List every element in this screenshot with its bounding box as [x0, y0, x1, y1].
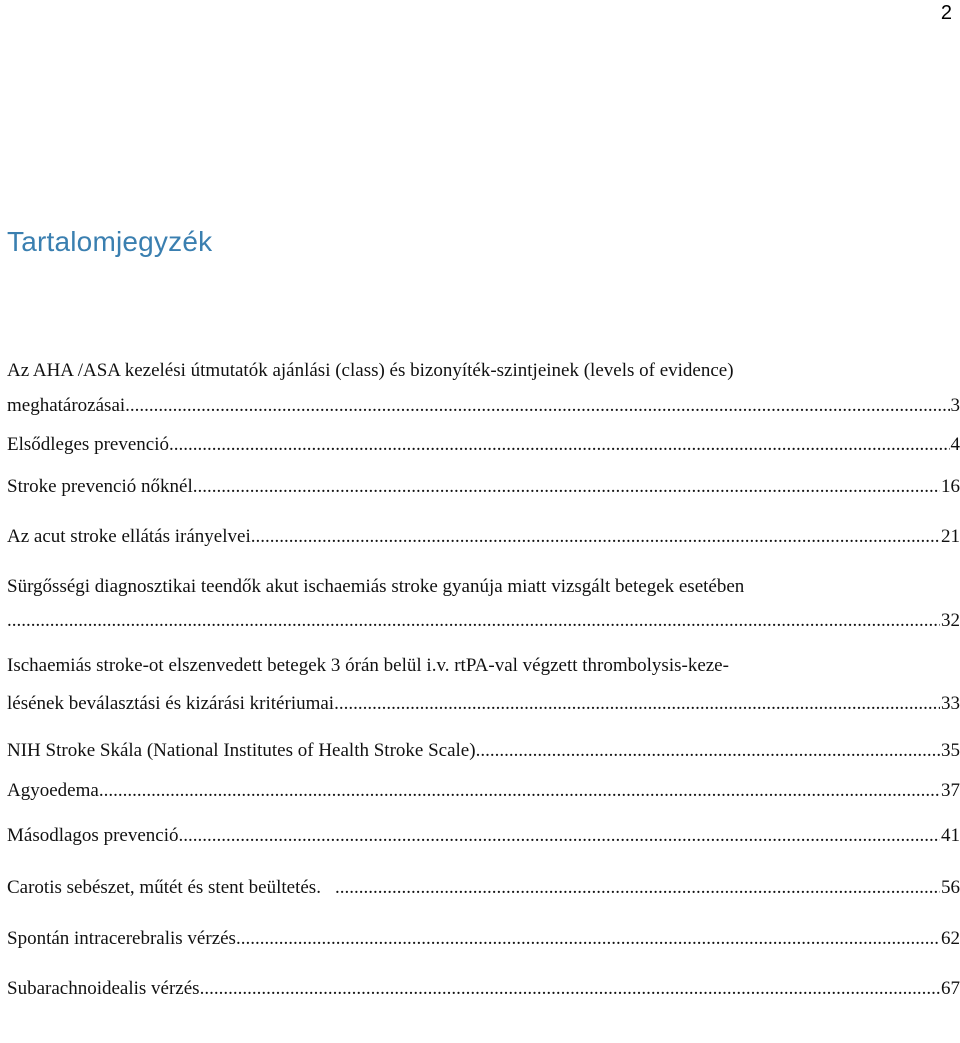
toc-entry-text: Stroke prevenció nőknél — [7, 476, 193, 497]
dot-leader — [169, 432, 950, 458]
toc-entry-text-line1: Ischaemiás stroke-ot elszenvedett betegek 3 órán belül i.v. rtPA-val végzett thrombolysis-keze- — [7, 655, 729, 676]
toc-entry-carotis-sebeszet[interactable] — [7, 875, 960, 901]
dot-leader — [7, 608, 940, 634]
toc-entry-spontan-intracerebralis-verzes[interactable] — [7, 926, 960, 952]
toc-entry-text: Agyoedema — [7, 780, 99, 801]
toc-entry-text: Carotis sebészet, műtét és stent beültetés. — [7, 877, 321, 898]
toc-page-ref: 16 — [941, 476, 960, 497]
toc-page-ref: 35 — [941, 740, 960, 761]
dot-leader — [236, 926, 940, 952]
toc-entry-text: Másodlagos prevenció — [7, 825, 179, 846]
toc-entry-aha-asa[interactable] — [7, 358, 960, 419]
toc-page-ref: 56 — [941, 877, 960, 898]
toc-list — [7, 358, 960, 1002]
dot-leader — [178, 823, 940, 849]
toc-entry-text: Az acut stroke ellátás irányelvei — [7, 526, 251, 547]
dot-leader — [251, 524, 940, 550]
toc-entry-agyoedema[interactable] — [7, 778, 960, 804]
toc-page-ref: 37 — [941, 780, 960, 801]
dot-leader — [335, 875, 940, 901]
toc-entry-text: NIH Stroke Skála (National Institutes of Health Stroke Scale) — [7, 740, 476, 761]
toc-entry-masodlagos-prevencio[interactable] — [7, 823, 960, 849]
toc-page-ref: 4 — [950, 434, 960, 455]
toc-entry-text: Elsődleges prevenció — [7, 434, 169, 455]
dot-leader — [99, 778, 940, 804]
toc-title: Tartalomjegyzék — [7, 226, 213, 257]
toc-entry-stroke-prevencio-noknel[interactable] — [7, 474, 960, 500]
toc-entry-text: Subarachnoidealis vérzés — [7, 978, 200, 999]
toc-entry-thrombolysis-kriteriumok[interactable] — [7, 653, 960, 717]
page-number: 2 — [940, 2, 952, 24]
dot-leader — [193, 474, 940, 500]
toc-entry-acut-stroke-ellatas[interactable] — [7, 524, 960, 550]
toc-page-ref: 3 — [950, 395, 960, 416]
toc-entry-text-line2: meghatározásai — [7, 395, 126, 416]
dot-leader — [334, 691, 940, 717]
toc-page-ref: 33 — [941, 693, 960, 714]
toc-page-ref: 21 — [941, 526, 960, 547]
dot-leader — [200, 976, 940, 1002]
toc-entry-nih-stroke-skala[interactable] — [7, 738, 960, 764]
toc-page-ref: 67 — [941, 978, 960, 999]
toc-entry-text: Spontán intracerebralis vérzés — [7, 928, 236, 949]
toc-entry-subarachnoidealis-verzes[interactable] — [7, 976, 960, 1002]
toc-entry-text-line1: Sürgősségi diagnosztikai teendők akut ischaemiás stroke gyanúja miatt vizsgált betegek esetében — [7, 576, 745, 597]
toc-page-ref: 41 — [941, 825, 960, 846]
dot-leader — [125, 393, 949, 419]
toc-entry-text-line1: Az AHA /ASA kezelési útmutatók ajánlási (class) és bizonyíték-szintjeinek (levels of evidence) — [7, 360, 734, 381]
toc-page-ref: 62 — [941, 928, 960, 949]
dot-leader — [476, 738, 940, 764]
toc-entry-surgossegi-diagnosztika[interactable] — [7, 574, 960, 634]
toc-entry-elsodleges-prevencio[interactable] — [7, 432, 960, 458]
toc-entry-text-line2: lésének beválasztási és kizárási kritériumai — [7, 693, 335, 714]
toc-page-ref: 32 — [941, 610, 960, 631]
